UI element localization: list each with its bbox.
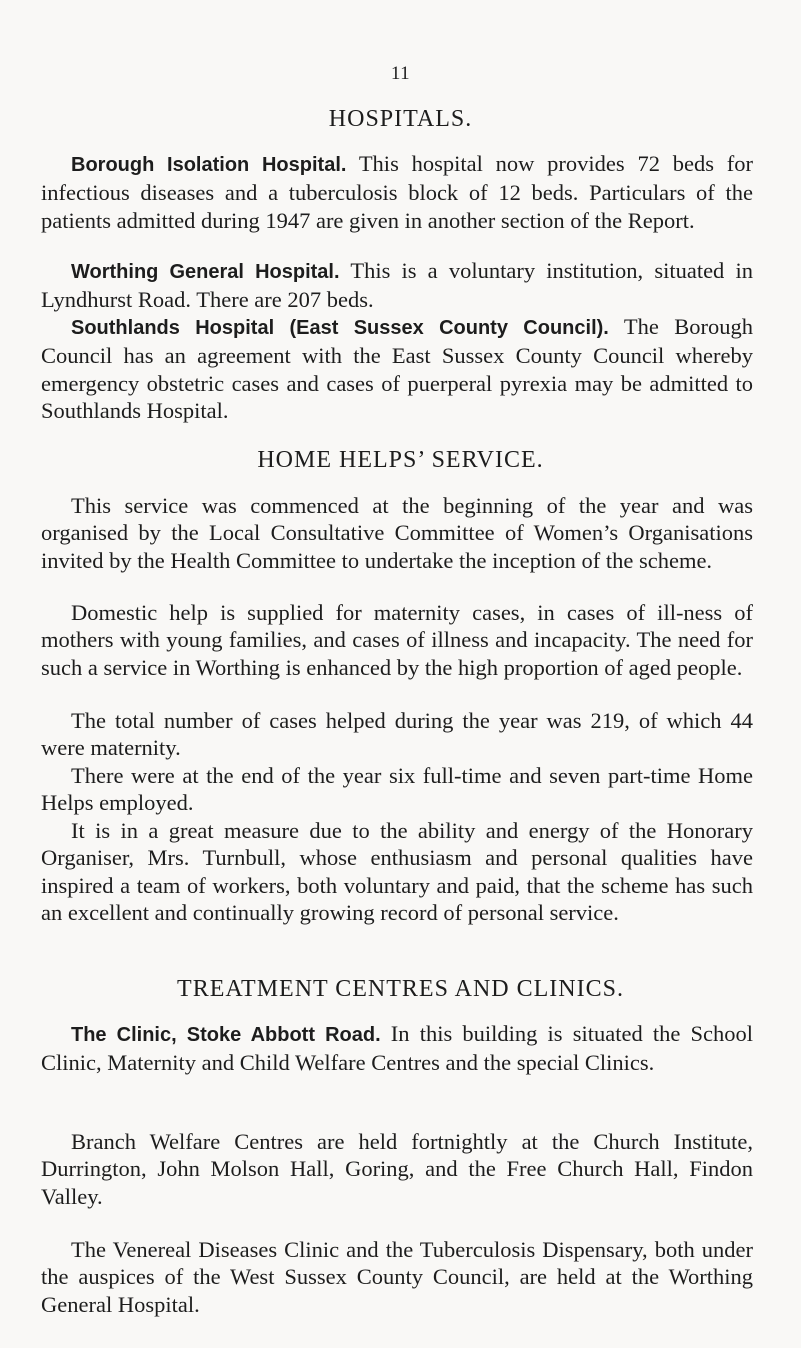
paragraph-honorary-organiser <box>41 817 753 926</box>
paragraph-text: Domestic help is supplied for maternity cases, in cases of ill-ness of mothers with young families, and cases of illness and incapacity. The need for such a service in Worthing is enhanced by the high proportion of aged people. <box>41 600 753 680</box>
paragraph-borough-isolation-hospital <box>41 150 753 234</box>
section-heading-home-helps: HOME HELPS’ SERVICE. <box>257 447 544 473</box>
paragraph-domestic-help <box>41 599 753 681</box>
paragraph-lead: The Clinic, Stoke Abbott Road. <box>71 1024 381 1046</box>
paragraph-text: This service was commenced at the beginning of the year and was organised by the Local Consultative Committee of Women’s Organisations invited by the Health Committee to undertake the inception of the scheme. <box>41 493 753 573</box>
paragraph-home-helps-intro <box>41 492 753 574</box>
paragraph-text: This hospital now provides 72 beds for infectious diseases and a tuberculosis block of 12 beds. Particulars of the patients admitted during 1947 are given in another section of the Report. <box>41 151 753 233</box>
paragraph-text: It is in a great measure due to the ability and energy of the Honorary Organiser, Mrs. Turnbull, whose enthusiasm and personal qualities have inspired a team of workers, both voluntary and paid, that the scheme has such an excellent and continually growing record of personal service. <box>41 818 753 925</box>
paragraph-worthing-general-hospital <box>41 257 753 314</box>
paragraph-text: The Venereal Diseases Clinic and the Tuberculosis Dispensary, both under the auspices of the West Sussex County Council, are held at the Worthing General Hospital. <box>41 1237 753 1317</box>
paragraph-venereal-diseases-clinic <box>41 1236 753 1318</box>
paragraph-stoke-abbott-clinic <box>41 1020 753 1077</box>
paragraph-lead: Worthing General Hospital. <box>71 261 340 283</box>
paragraph-southlands-hospital <box>41 313 753 424</box>
page-number: 11 <box>390 63 411 84</box>
paragraph-text: The total number of cases helped during the year was 219, of which 44 were maternity. <box>41 708 753 761</box>
paragraph-lead: Borough Isolation Hospital. <box>71 154 347 176</box>
paragraph-branch-welfare-centres <box>41 1128 753 1210</box>
paragraph-home-helps-employed <box>41 762 753 817</box>
section-heading-treatment-centres: TREATMENT CENTRES AND CLINICS. <box>177 976 624 1002</box>
paragraph-text: Branch Welfare Centres are held fortnightly at the Church Institute, Durrington, John Molson Hall, Goring, and the Free Church Hall, Findon Valley. <box>41 1129 753 1209</box>
paragraph-text: This is a voluntary institution, situated in Lyndhurst Road. There are 207 beds. <box>41 258 753 313</box>
paragraph-text: The Borough Council has an agreement with the East Sussex County Council whereby emergency obstetric cases and cases of puerperal pyrexia may be admitted to Southlands Hospital. <box>41 314 753 423</box>
section-heading-hospitals: HOSPITALS. <box>328 106 473 132</box>
paragraph-text: There were at the end of the year six full-time and seven part-time Home Helps employed. <box>41 763 753 816</box>
paragraph-lead: Southlands Hospital (East Sussex County Council). <box>71 317 609 339</box>
paragraph-text: In this building is situated the School Clinic, Maternity and Child Welfare Centres and the special Clinics. <box>41 1021 754 1076</box>
paragraph-cases-helped <box>41 707 753 762</box>
